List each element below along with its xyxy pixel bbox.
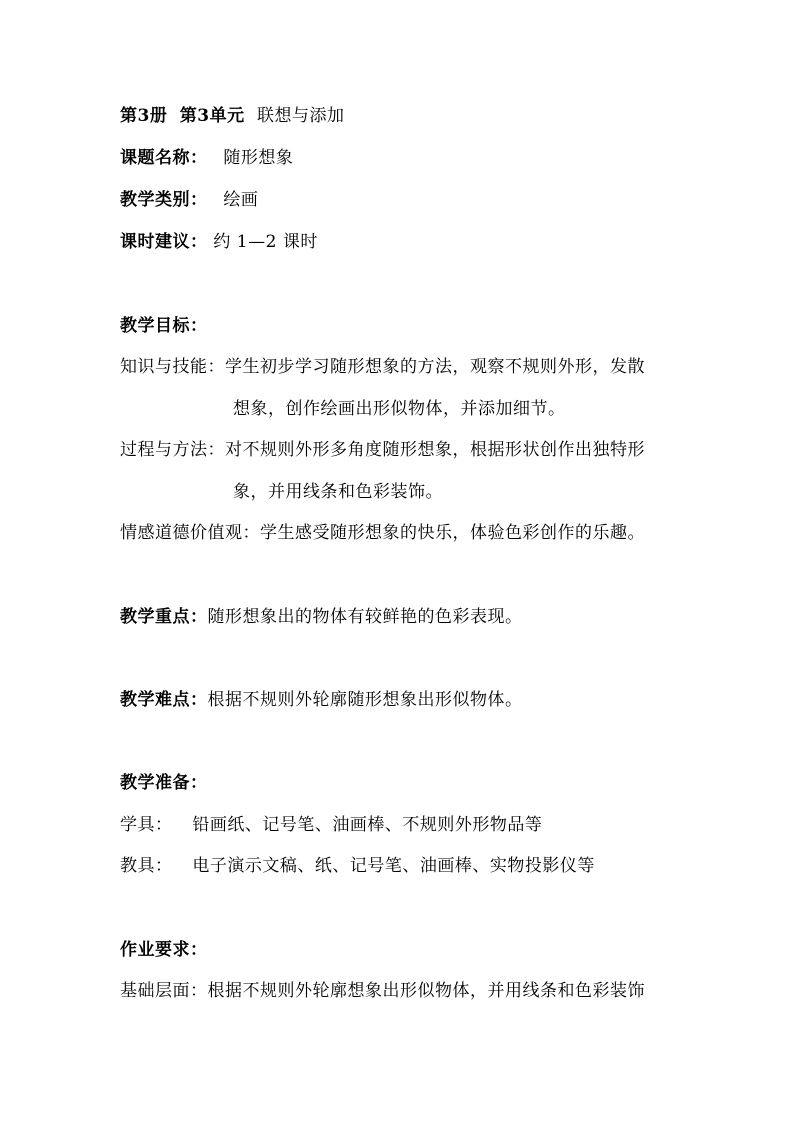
- teacher-tools-row: [120, 855, 595, 877]
- difficulty-row: [120, 689, 523, 711]
- student-tools-text: 铅画纸、记号笔、油画棒、不规则外形物品等: [192, 815, 543, 835]
- unit-title: 联想与添加: [257, 106, 345, 126]
- homework-heading: 作业要求：: [120, 940, 208, 960]
- process-label: 过程与方法：: [120, 440, 225, 460]
- student-tools-label: 学具：: [120, 815, 173, 835]
- homework-basic-text: 根据不规则外轮廓想象出形似物体，并用线条和色彩装饰: [207, 981, 645, 1001]
- topic-label: 课题名称：: [120, 148, 208, 168]
- topic-value: 随形想象: [223, 148, 294, 168]
- process-text-1: 对不规则外形多角度随形想象，根据形状创作出独特形: [225, 440, 645, 460]
- key-point-label: 教学重点：: [120, 607, 208, 627]
- objectives-heading: 教学目标：: [120, 316, 208, 336]
- knowledge-text-2: 想象，创作绘画出形似物体，并添加细节。: [233, 399, 566, 419]
- knowledge-text-1: 学生初步学习随形想象的方法，观察不规则外形，发散: [225, 357, 645, 377]
- process-text-2: 象，并用线条和色彩装饰。: [233, 482, 443, 502]
- homework-basic-label: 基础层面：: [120, 981, 208, 1001]
- hours-label: 课时建议：: [120, 232, 208, 252]
- hours-value: 约 1—2 课时: [213, 232, 318, 252]
- difficulty-label: 教学难点：: [120, 690, 208, 710]
- hours-row: [120, 231, 318, 253]
- teacher-tools-label: 教具：: [120, 856, 173, 876]
- preparation-heading: 教学准备：: [120, 773, 208, 793]
- emotion-row: [120, 522, 645, 544]
- difficulty-text: 根据不规则外轮廓随形想象出形似物体。: [207, 690, 523, 710]
- emotion-label: 情感道德价值观：: [120, 523, 260, 543]
- topic-row: [120, 147, 293, 169]
- book-number: 第3册: [120, 106, 168, 126]
- process-row: [120, 439, 645, 461]
- knowledge-row: [120, 356, 645, 378]
- key-point-row: [120, 606, 523, 628]
- student-tools-row: [120, 814, 542, 836]
- category-value: 绘画: [223, 190, 259, 210]
- unit-number: 第3单元: [179, 106, 245, 126]
- unit-header: [120, 105, 345, 127]
- homework-basic-row: [120, 980, 645, 1002]
- key-point-text: 随形想象出的物体有较鲜艳的色彩表现。: [207, 607, 523, 627]
- category-row: [120, 189, 258, 211]
- category-label: 教学类别：: [120, 190, 208, 210]
- knowledge-label: 知识与技能：: [120, 357, 225, 377]
- emotion-text: 学生感受随形想象的快乐，体验色彩创作的乐趣。: [260, 523, 645, 543]
- teacher-tools-text: 电子演示文稿、纸、记号笔、油画棒、实物投影仪等: [192, 856, 595, 876]
